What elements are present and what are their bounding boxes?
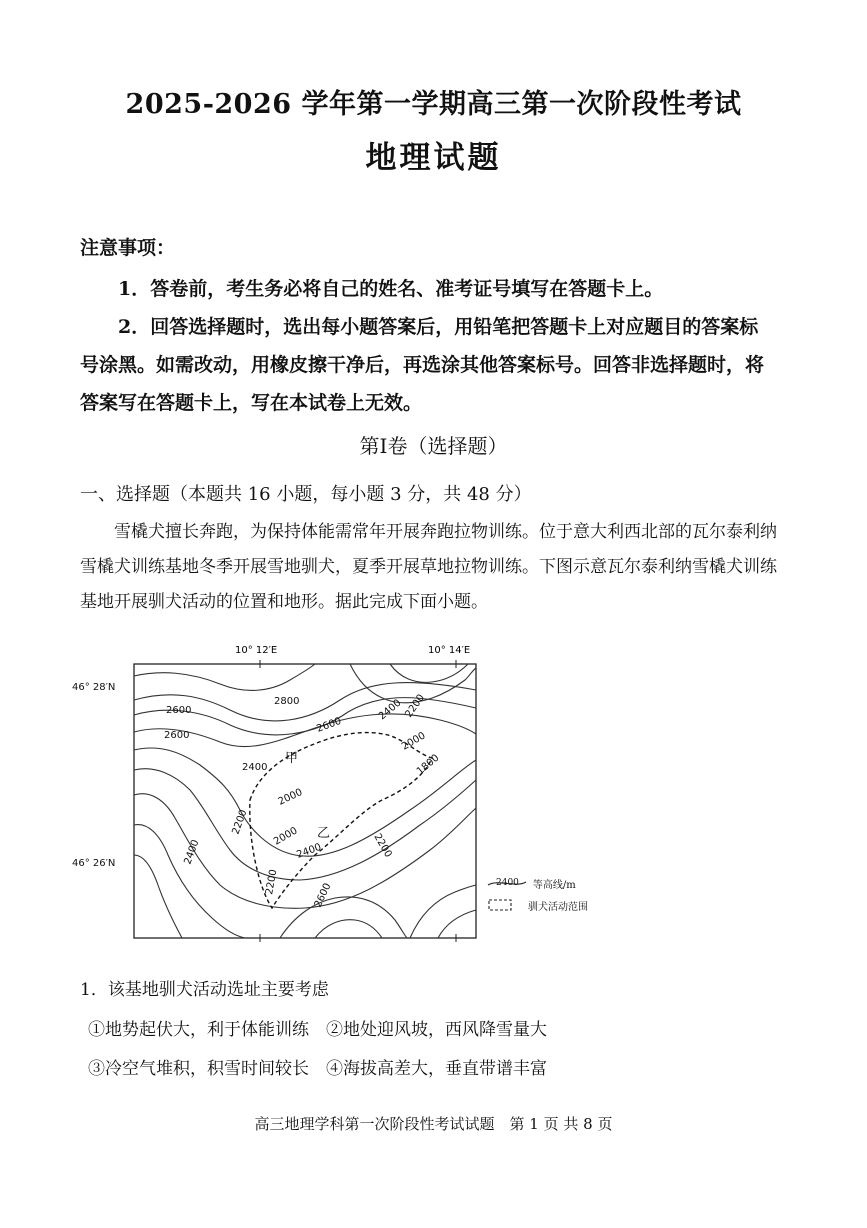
contour-label: 2600 — [315, 715, 343, 735]
contour-label: 1800 — [414, 752, 442, 778]
contour-label: 2200 — [371, 832, 394, 860]
contour-label: 2600 — [166, 705, 192, 716]
notice-heading: 注意事项： — [80, 237, 176, 259]
notice-item-2: 2．回答选择题时，选出每小题答案后，用铅笔把答题卡上对应题目的答案标号涂黑。如需改动，用橡皮擦干净后，再选涂其他答案标号。回答非选择题时，将答案写在答题卡上，写在本试卷上无效。 — [80, 316, 765, 414]
exam-title: 2025-2026 学年第一学期高三第一次阶段性考试 — [125, 89, 742, 120]
intro-paragraph: 雪橇犬擅长奔跑，为保持体能需常年开展奔跑拉物训练。位于意大利西北部的瓦尔泰利纳雪橇犬训练基地冬季开展雪地驯犬，夏季开展草地拉物训练。下图示意瓦尔泰利纳雪橇犬训练基地开展驯犬活动的位置和地形。据此完成下面小题。 — [80, 522, 777, 612]
subject-title: 地理试题 — [365, 140, 502, 176]
legend-range — [486, 894, 588, 916]
lon-label-1: 10° 12′E — [235, 645, 278, 656]
contour-label: 2000 — [400, 730, 428, 753]
section-title: 第Ⅰ卷（选择题） — [359, 434, 508, 458]
contour-label: 2600 — [164, 730, 190, 741]
legend-contour-label: 等高线/m — [532, 879, 576, 891]
contour-label: 2200 — [230, 808, 250, 837]
map-legend — [486, 872, 588, 916]
contour-label: 2200 — [403, 692, 428, 720]
contour-label: 2600 — [312, 881, 334, 910]
contour-label: 2000 — [276, 786, 305, 808]
question-1-options-row2: ③冷空气堆积，积雪时间较长 ④海拔高差大，垂直带谱丰富 — [88, 1059, 547, 1079]
contour-label: 2000 — [272, 825, 300, 848]
contour-label: 2400 — [182, 838, 202, 867]
place-label-yi: 乙 — [317, 826, 331, 841]
notice-item-1: 1．答卷前，考生务必将自己的姓名、准考证号填写在答题卡上。 — [118, 278, 664, 300]
contour-label: 2400 — [376, 697, 404, 723]
lat-label-2: 46° 26′N — [72, 858, 116, 869]
contour-label: 2400 — [242, 762, 268, 773]
question-1-options-row1: ①地势起伏大，利于体能训练 ②地处迎风坡，西风降雪量大 — [88, 1020, 547, 1040]
legend-range-label: 驯犬活动范围 — [528, 901, 588, 913]
contour-label: 2800 — [274, 696, 300, 707]
page-footer: 高三地理学科第一次阶段性考试试题 第 1 页 共 8 页 — [254, 1115, 613, 1133]
legend-contour-sample: 2400 — [496, 878, 519, 888]
part-title: 一、选择题（本题共 16 小题，每小题 3 分，共 48 分） — [80, 484, 532, 505]
lat-label-1: 46° 28′N — [72, 682, 116, 693]
lon-label-2: 10° 14′E — [428, 645, 471, 656]
contour-label: 2400 — [295, 841, 323, 861]
place-label-jia: 甲 — [285, 751, 299, 766]
question-1-stem: 1．该基地驯犬活动选址主要考虑 — [80, 980, 329, 1000]
contour-label: 2200 — [264, 868, 280, 896]
legend-contour — [486, 872, 588, 894]
